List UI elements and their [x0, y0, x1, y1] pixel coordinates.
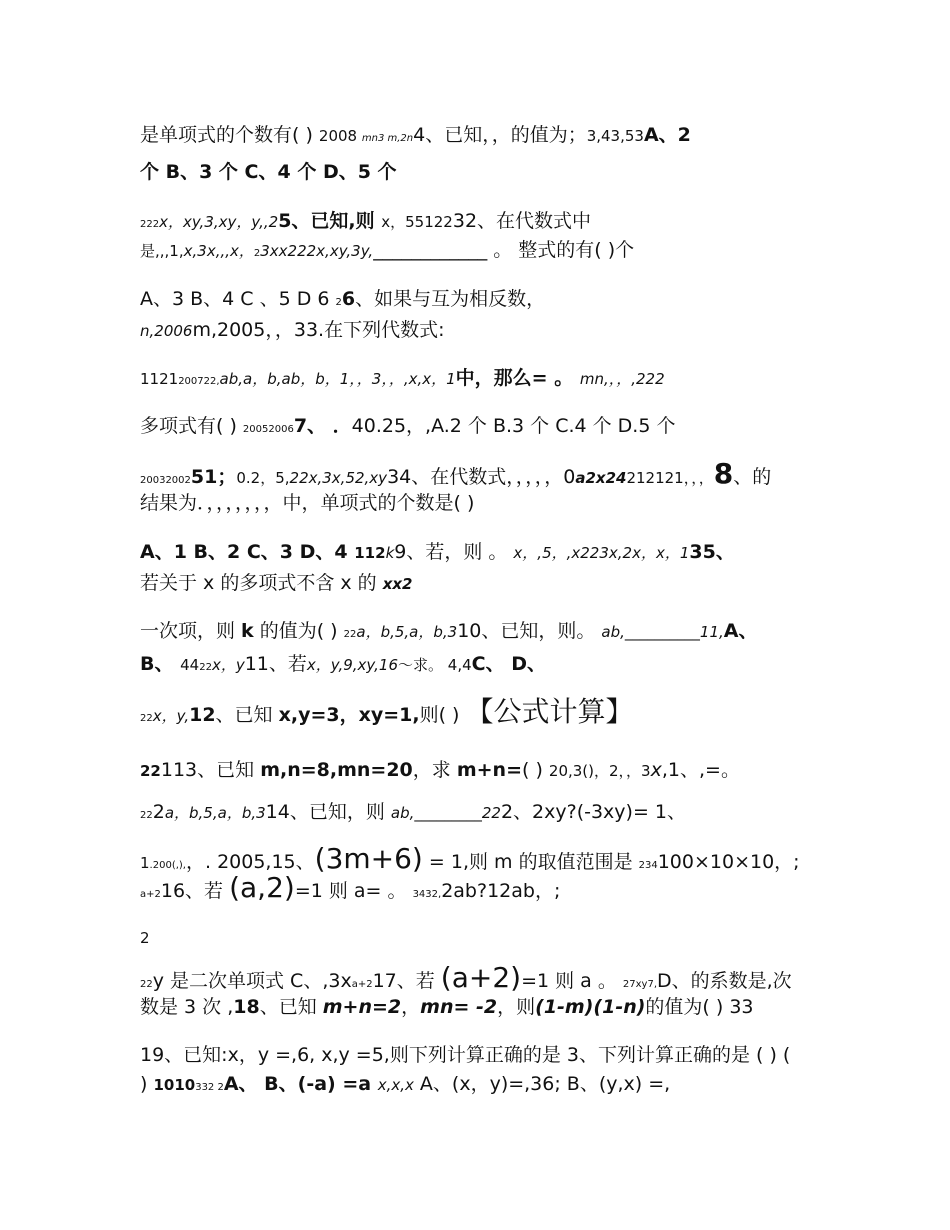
text-run: ～求。 4,4: [398, 656, 472, 674]
text-run: k: [385, 544, 395, 562]
text-run: 是单项式的个数有( ): [140, 124, 319, 146]
text-run: 3432,: [412, 889, 442, 900]
text-run: 是,,,1,: [140, 242, 184, 260]
text-line: [140, 871, 561, 907]
text-line: [140, 123, 691, 151]
text-run: (1-m)(1-n): [535, 996, 646, 1018]
text-line: [140, 491, 474, 515]
text-run: 35、: [689, 541, 735, 563]
text-run: 22: [199, 662, 212, 673]
text-run: 32、在代数式中: [452, 210, 592, 232]
text-run: x，,5，,x223x,2x，x，1: [513, 544, 690, 562]
text-run: 14、已知，则: [265, 801, 391, 823]
text-run: a+2: [140, 889, 161, 900]
text-run: k: [241, 620, 254, 642]
text-run: 多项式有( ): [140, 415, 243, 437]
text-line: [140, 758, 740, 783]
text-run: 17、若: [372, 970, 441, 992]
text-run: m+n=: [456, 759, 522, 781]
text-line: [140, 1072, 670, 1100]
text-run: A、(x，y)=,36; B、(y,x) =,: [413, 1073, 671, 1095]
text-run: 中，那么= 。: [455, 367, 580, 389]
text-run: 112: [354, 544, 386, 562]
text-run: 1: [140, 854, 150, 872]
text-run: 10、已知，则。: [457, 620, 602, 642]
text-run: ，: [401, 996, 421, 1018]
text-line: [140, 995, 754, 1019]
text-run: ab,_________22: [390, 804, 501, 822]
text-line: [140, 457, 772, 493]
text-run: (3m+6): [314, 842, 423, 875]
text-run: ，求: [412, 759, 457, 781]
text-run: 则( ): [419, 704, 466, 726]
text-line: [140, 619, 757, 647]
text-run: y 是二次单项式 C、,3x: [152, 970, 352, 992]
text-run: 234: [638, 860, 658, 871]
text-run: 22: [140, 810, 153, 821]
text-run: n,2006: [140, 322, 193, 340]
text-line: [140, 961, 792, 997]
text-run: 3xx222x,xy,3y,: [260, 242, 374, 260]
text-run: x，y,: [152, 707, 190, 725]
text-line: [140, 800, 686, 828]
text-run: 11、若: [244, 653, 307, 675]
text-run: =1 则 a 。: [521, 970, 623, 992]
text-run: 结果为．，，，，，，，中，单项式的个数是( ): [140, 492, 475, 514]
text-run: C、 D、: [471, 653, 546, 675]
text-run: 2: [335, 297, 342, 308]
text-line: [140, 540, 735, 565]
text-run: x,x,x: [377, 1076, 414, 1094]
text-run: 18: [233, 996, 260, 1018]
text-run: 2: [140, 929, 150, 947]
text-run: (a+2): [440, 961, 522, 994]
text-line: [140, 925, 150, 950]
text-run: ): [140, 1073, 154, 1095]
text-run: 若关于 x 的多项式不含 x 的: [140, 572, 383, 594]
text-run: 22: [343, 629, 357, 640]
text-run: ab,__________11,: [601, 623, 724, 641]
text-run: m+n=2: [322, 996, 402, 1018]
text-run: 、已知: [259, 996, 323, 1018]
text-line: [140, 695, 634, 731]
text-run: 20052006: [242, 424, 294, 435]
text-line: [140, 209, 591, 237]
text-run: 数是 3 次 ,: [140, 996, 234, 1018]
text-run: mn3 m,2n: [361, 133, 414, 144]
text-run: ，. 2005,15、: [185, 851, 315, 873]
text-run: A、3 B、4 C 、5 D 6: [140, 288, 336, 310]
text-run: = 1,则 m 的取值范围是: [422, 851, 639, 873]
text-run: 16、若: [160, 880, 230, 902]
text-run: 212121，，，: [626, 469, 714, 487]
text-line: [140, 238, 634, 266]
text-run: 20032002: [140, 475, 191, 486]
text-run: x,3x,,,x，: [183, 242, 254, 260]
text-run: A、2: [643, 124, 691, 146]
text-run: a2x24: [575, 469, 627, 487]
text-run: mn,，，,222: [579, 370, 665, 388]
text-run: 一次项，则: [140, 620, 242, 642]
text-run: 200722,: [178, 376, 220, 387]
text-run: .200(,),: [149, 860, 186, 871]
text-run: 27xy7,: [622, 979, 657, 990]
text-run: x，55122: [381, 213, 453, 231]
text-run: 、已知: [215, 704, 279, 726]
text-run: A、: [723, 620, 758, 642]
text-run: 22x,3x,52,xy: [289, 469, 388, 487]
text-run: 44: [180, 656, 200, 674]
text-run: ，则: [497, 996, 536, 1018]
text-run: 2008: [318, 127, 362, 145]
text-run: 个 B、3 个 C、4 个 D、5 个: [140, 161, 397, 183]
text-run: ( ): [522, 759, 549, 781]
text-run: 113、已知: [160, 759, 261, 781]
text-run: m,2005，，33.在下列代数式:: [192, 319, 445, 341]
text-run: 20,3()，2，，3: [548, 762, 651, 780]
text-run: ,1、,=。: [661, 759, 740, 781]
text-run: a，b,5,a，b,3: [164, 804, 266, 822]
text-run: ab,a，b,ab，b，1，，3，，,x,x，1: [219, 370, 456, 388]
text-run: 22: [140, 979, 153, 990]
text-run: 、的: [733, 466, 772, 488]
text-run: 9、若，则 。: [394, 541, 514, 563]
text-run: 2: [152, 801, 165, 823]
text-run: 2ab?12ab，;: [441, 880, 561, 902]
text-run: 【公式计算】: [465, 695, 634, 728]
text-run: m,n=8,mn=20: [260, 759, 413, 781]
text-run: x,y=3，xy=1,: [278, 704, 420, 726]
text-run: 1121: [140, 370, 179, 388]
text-run: 34、在代数式，，，，，0: [387, 466, 576, 488]
text-line: [140, 571, 412, 596]
text-run: 8: [713, 457, 734, 490]
text-run: a+2: [351, 979, 373, 990]
text-run: 1010: [153, 1076, 196, 1094]
text-run: 2: [253, 248, 261, 259]
text-run: 6: [341, 288, 356, 310]
text-run: A、 B、(-a) =a: [223, 1073, 378, 1095]
text-run: a，b,5,a，b,3: [356, 623, 458, 641]
text-line: [140, 160, 397, 184]
text-run: 51；: [190, 466, 237, 488]
text-line: [140, 652, 546, 680]
text-run: 222: [140, 219, 160, 230]
text-run: 7、 ．: [293, 415, 352, 437]
text-run: 12: [189, 704, 216, 726]
text-run: =1 则 a= 。: [294, 880, 413, 902]
text-run: 5、已知,则: [278, 210, 382, 232]
text-run: 100×10×10，;: [657, 851, 800, 873]
text-run: (a,2): [229, 871, 295, 904]
text-run: mn= -2: [420, 996, 498, 1018]
text-run: 、如果与互为相反数，: [355, 288, 546, 310]
text-run: A、1 B、2 C、3 D、4: [140, 541, 355, 563]
text-line: [140, 366, 665, 394]
text-run: ____________ 。 整式的有( )个: [373, 239, 635, 261]
text-line: [140, 318, 444, 343]
text-run: 的值为( ): [253, 620, 344, 642]
text-line: [140, 414, 675, 442]
text-run: 的值为( ) 33: [645, 996, 754, 1018]
text-run: 2、2xy?(-3xy)= 1、: [500, 801, 687, 823]
text-run: 19、已知:x，y =,6, x,y =5,则下列计算正确的是 3、下列计算正确的是 ( ) (: [140, 1044, 791, 1066]
text-run: 40.25，,A.2 个 B.3 个 C.4 个 D.5 个: [351, 415, 676, 437]
text-run: x，y,9,xy,16: [306, 656, 399, 674]
text-run: 332 2: [195, 1082, 224, 1093]
text-line: [140, 287, 545, 315]
text-run: x: [650, 759, 662, 781]
text-line: [140, 1043, 790, 1067]
text-run: 0.2，5,: [236, 469, 290, 487]
text-run: 3,43,53: [586, 127, 644, 145]
text-run: B、: [140, 653, 181, 675]
text-run: D、的系数是,次: [657, 970, 792, 992]
text-run: x，y: [211, 656, 245, 674]
text-run: 4、已知，，的值为；: [413, 124, 587, 146]
text-run: x，xy,3,xy，y,,2: [159, 213, 279, 231]
text-run: 22: [140, 713, 153, 724]
text-run: xx2: [382, 575, 413, 593]
text-run: 22: [140, 762, 161, 780]
